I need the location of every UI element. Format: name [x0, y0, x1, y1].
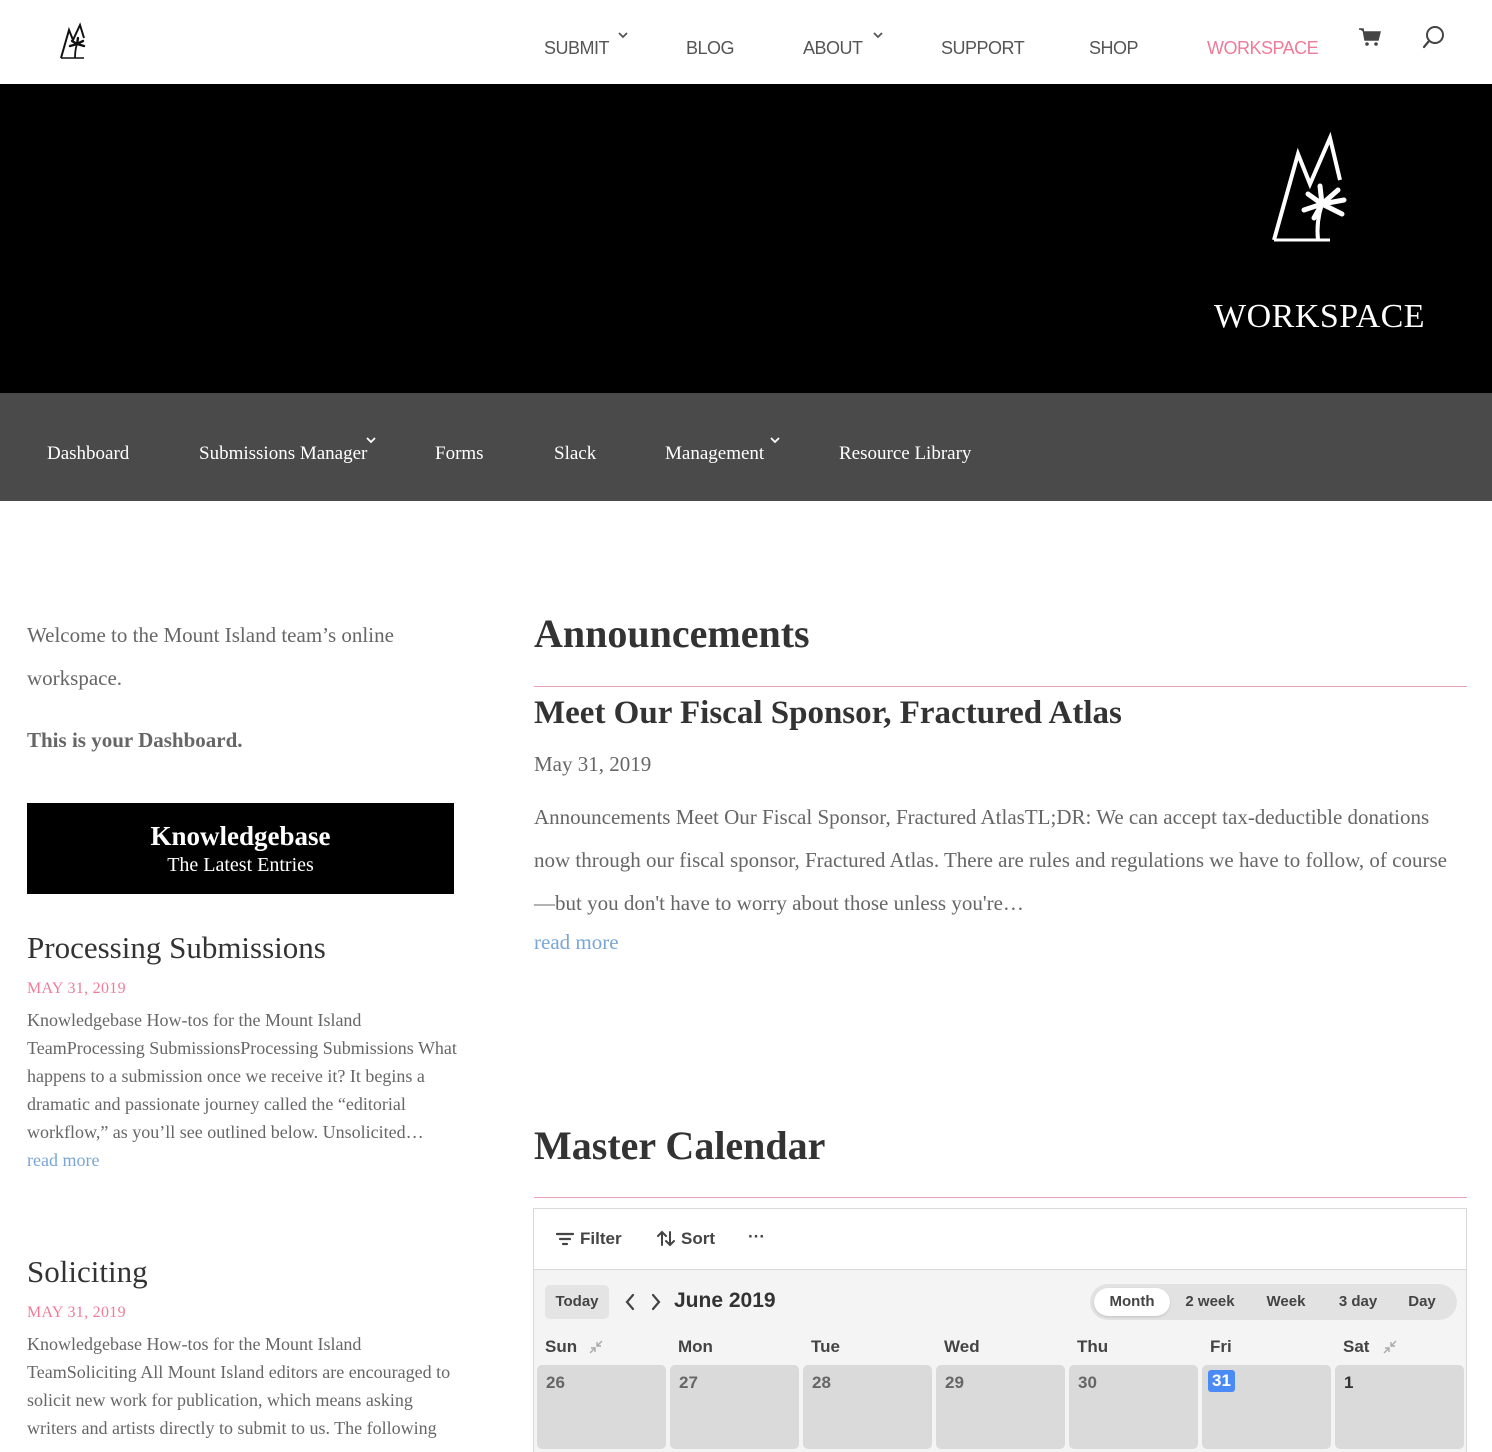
kb-entry-title[interactable]: Processing Submissions	[27, 930, 326, 965]
calendar-day-cell[interactable]	[803, 1365, 932, 1449]
hero-title: WORKSPACE	[1214, 298, 1426, 335]
calendar-body	[534, 1270, 1466, 1452]
day-number: 26	[546, 1373, 565, 1392]
nav-item-shop[interactable]: SHOP	[1089, 38, 1139, 58]
view-switcher	[1090, 1284, 1457, 1320]
chevron-down-icon[interactable]	[769, 435, 781, 445]
subnav-item-submissions-manager[interactable]: Submissions Manager	[199, 443, 368, 464]
day-number: 29	[945, 1373, 964, 1392]
main-nav	[0, 0, 1492, 84]
view-week-button[interactable]: Week	[1266, 1293, 1306, 1310]
day-number: 1	[1344, 1373, 1354, 1392]
nav-item-about[interactable]: ABOUT	[803, 38, 863, 58]
view-day-button[interactable]: Day	[1408, 1293, 1436, 1310]
kb-entry-date: MAY 31, 2019	[27, 980, 126, 997]
view-2-week-button[interactable]: 2 week	[1185, 1293, 1235, 1310]
announcement-date: May 31, 2019	[534, 752, 652, 776]
calendar-embed	[533, 1208, 1467, 1452]
today-button[interactable]: Today	[545, 1285, 609, 1319]
dashboard-note: This is your Dashboard.	[27, 728, 243, 752]
chevron-down-icon[interactable]	[617, 30, 629, 40]
more-options-button[interactable]: ···	[748, 1227, 765, 1246]
sort-icon	[657, 1230, 675, 1247]
read-more-link[interactable]: read more	[27, 1150, 100, 1170]
calendar-toolbar	[534, 1209, 1466, 1270]
month-label: June 2019	[674, 1289, 776, 1312]
chevron-right-icon[interactable]	[648, 1292, 664, 1312]
section-divider	[534, 1197, 1467, 1198]
chevron-down-icon[interactable]	[365, 435, 377, 445]
announcements-heading: Announcements	[534, 611, 810, 656]
day-number: 28	[812, 1373, 831, 1392]
chevron-down-icon[interactable]	[872, 30, 884, 40]
workspace-nav	[0, 393, 1492, 501]
hero-banner	[0, 84, 1492, 394]
read-more-link[interactable]: read more	[534, 930, 619, 954]
collapse-icon[interactable]	[1383, 1340, 1397, 1354]
calendar-day-cell[interactable]	[1335, 1365, 1464, 1449]
calendar-day-cell[interactable]	[936, 1365, 1065, 1449]
chevron-left-icon[interactable]	[622, 1292, 638, 1312]
nav-item-workspace[interactable]: WORKSPACE	[1207, 38, 1319, 58]
day-number: 30	[1078, 1373, 1097, 1392]
today-badge: 31	[1208, 1370, 1235, 1392]
kb-entry-title[interactable]: Soliciting	[27, 1254, 148, 1289]
section-divider	[534, 686, 1467, 687]
weekday-label: Thu	[1077, 1337, 1109, 1356]
weekday-label: Wed	[944, 1337, 980, 1356]
calendar-day-cell[interactable]	[537, 1365, 666, 1449]
filter-icon	[556, 1231, 574, 1247]
kb-entry	[27, 930, 457, 1174]
weekday-label: Sat	[1343, 1337, 1370, 1356]
filter-label: Filter	[580, 1229, 622, 1248]
kb-entry-date: MAY 31, 2019	[27, 1304, 126, 1321]
calendar-day-cell[interactable]	[1069, 1365, 1198, 1449]
filter-button[interactable]	[556, 1229, 622, 1249]
knowledgebase-subtitle: The Latest Entries	[167, 854, 314, 876]
subnav-item-forms[interactable]: Forms	[435, 443, 484, 464]
knowledgebase-title: Knowledgebase	[150, 821, 331, 851]
view-month-button[interactable]: Month	[1094, 1288, 1170, 1316]
sort-label: Sort	[681, 1229, 715, 1248]
weekday-label: Mon	[678, 1337, 713, 1356]
calendar-heading: Master Calendar	[534, 1123, 826, 1168]
weekday-label: Sun	[545, 1337, 578, 1356]
weekday-label: Tue	[811, 1337, 840, 1356]
search-icon[interactable]	[1422, 24, 1446, 50]
nav-item-blog[interactable]: BLOG	[686, 38, 735, 58]
site-header	[0, 0, 1492, 84]
nav-item-support[interactable]: SUPPORT	[941, 38, 1025, 58]
weekday-label: Fri	[1210, 1337, 1232, 1356]
sort-button[interactable]	[657, 1229, 715, 1249]
day-number: 27	[679, 1373, 698, 1392]
collapse-icon[interactable]	[589, 1340, 603, 1354]
cart-icon[interactable]	[1358, 27, 1382, 47]
kb-entry-excerpt: Knowledgebase How-tos for the Mount Island TeamSoliciting All Mount Island editors are encouraged to solicit new work for publication, which means asking writers and artists directly to submit to us. The following	[27, 1334, 451, 1438]
welcome-text: Welcome to the Mount Island team’s online workspace.	[27, 623, 394, 690]
kb-entry	[27, 1254, 457, 1442]
calendar-day-cell-today[interactable]	[1202, 1365, 1331, 1449]
calendar-day-cell[interactable]	[670, 1365, 799, 1449]
announcement-excerpt: Announcements Meet Our Fiscal Sponsor, Fractured AtlasTL;DR: We can accept tax-deductible donations now through our fiscal sponsor, Fractured Atlas. There are rules and regulations we have to follow, of course—but you don't have to worry about those unless you're…	[534, 805, 1447, 915]
subnav-item-slack[interactable]: Slack	[554, 443, 597, 464]
kb-entry-excerpt: Knowledgebase How-tos for the Mount Island TeamProcessing SubmissionsProcessing Submissions What happens to a submission once we receive it? It begins a dramatic and passionate journey called the “editorial workflow,” as you’ll see outlined below. Unsolicited…	[27, 1010, 457, 1142]
subnav-item-management[interactable]: Management	[665, 443, 765, 464]
subnav-item-dashboard[interactable]: Dashboard	[47, 443, 130, 464]
nav-item-submit[interactable]: SUBMIT	[544, 38, 610, 58]
subnav-item-resource-library[interactable]: Resource Library	[839, 443, 972, 464]
announcement-title[interactable]: Meet Our Fiscal Sponsor, Fractured Atlas	[534, 695, 1122, 731]
knowledgebase-banner	[27, 803, 454, 894]
mount-island-logo-icon	[1268, 132, 1354, 244]
view-3-day-button[interactable]: 3 day	[1338, 1293, 1378, 1310]
